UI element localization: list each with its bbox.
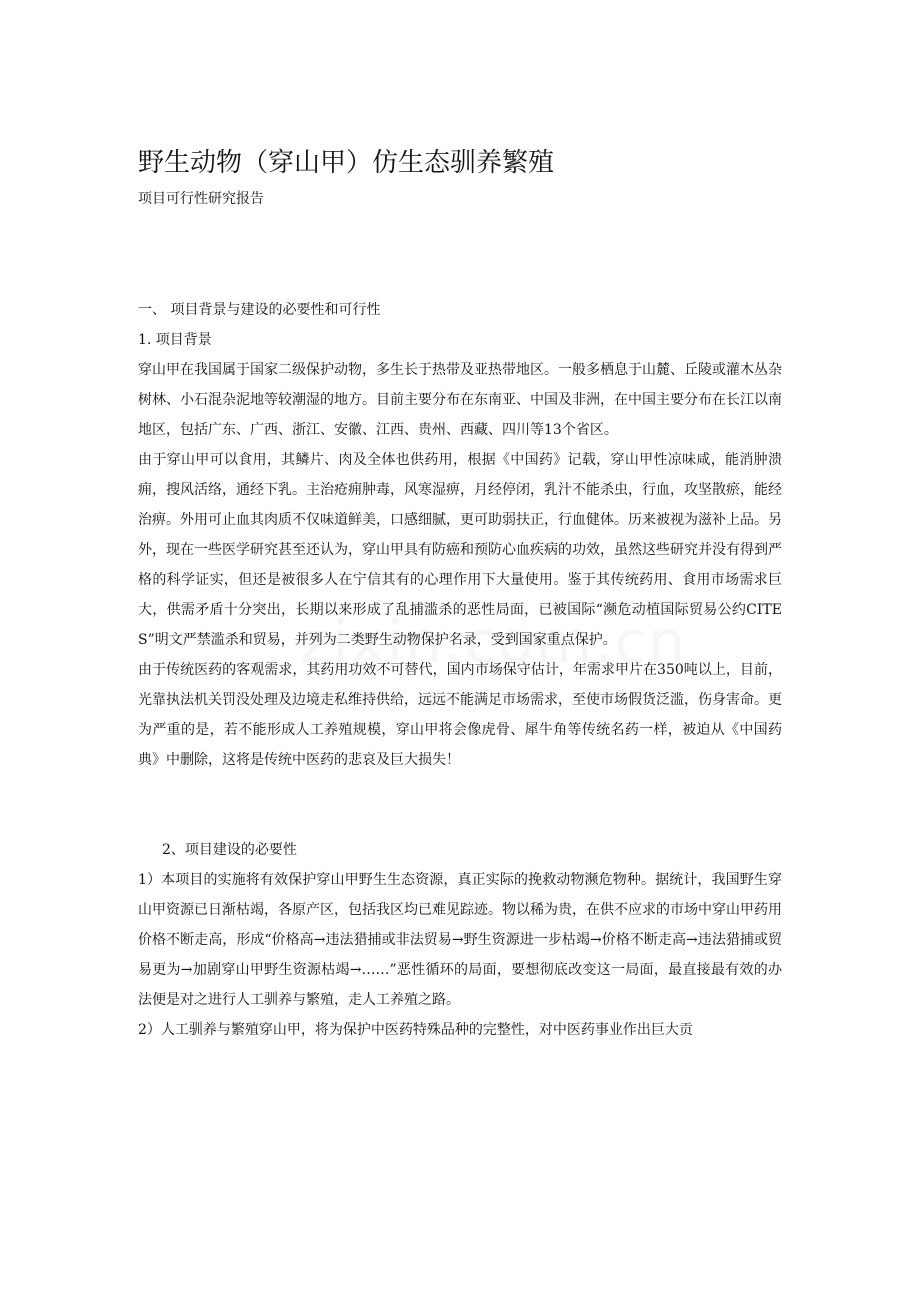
paragraph: 由于传统医药的客观需求，其药用功效不可替代，国内市场保守估计，年需求甲片在350吨以上，目前，光靠执法机关罚没处理及边境走私维持供给，远远不能满足市场需求，至使市场假货泛滥，伤身害命。更为严重的是，若不能形成人工养殖规模，穿山甲将会像虎骨、犀牛角等传统名药一样，被迫从《中国药典》中删除，这将是传统中医药的悲哀及巨大损失！ (138, 662, 782, 768)
document-title: 野生动物（穿山甲）仿生态驯养繁殖 (138, 148, 555, 178)
document-subtitle: 项目可行性研究报告 (138, 191, 264, 207)
document-body (138, 295, 782, 1045)
paragraph: 穿山甲在我国属于国家二级保护动物，多生长于热带及亚热带地区。一般多栖息于山麓、丘陵或灌木丛杂树林、小石混杂泥地等较潮湿的地方。目前主要分布在东南亚、中国及非洲，在中国主要分布在长江以南地区，包括广东、广西、浙江、安徽、江西、贵州、西藏、四川等13个省区。 (138, 362, 782, 438)
section-heading: 一、 项目背景与建设的必要性和可行性 (138, 302, 381, 318)
paragraph: 1）本项目的实施将有效保护穿山甲野生生态资源，真正实际的挽救动物濒危物种。据统计，我国野生穿山甲资源已日渐枯竭，各原产区，包括我区均已难见踪迹。物以稀为贵，在供不应求的市场中穿山甲药用价格不断走高，形成“价格高→违法猎捕或非法贸易→野生资源进一步枯竭→价格不断走高→违法猎捕或贸易更为→加剧穿山甲野生资源枯竭→……”恶性循环的局面，要想彻底改变这一局面，最直接最有效的办法便是对之进行人工驯养与繁殖，走人工养殖之路。 (138, 872, 782, 1008)
spacer (138, 775, 782, 835)
subsection-heading: 1. 项目背景 (138, 332, 212, 348)
paragraph: 2）人工驯养与繁殖穿山甲，将为保护中医药特殊品种的完整性，对中医药事业作出巨大贡 (138, 1022, 693, 1038)
subsection-heading: 2、项目建设的必要性 (162, 842, 297, 858)
paragraph: 由于穿山甲可以食用，其鳞片、肉及全体也供药用，根据《中国药》记载，穿山甲性凉味咸，能消肿溃痈，搜风活络，通经下乳。主治疮痈肿毒，风寒湿痹，月经停闭，乳汁不能杀虫，行血，攻坚散瘀，能经治痹。外用可止血其肉质不仅味道鲜美，口感细腻，更可助弱扶正，行血健体。历来被视为滋补上品。另外，现在一些医学研究甚至还认为，穿山甲具有防癌和预防心血疾病的功效，虽然这些研究并没有得到严格的科学证实，但还是被很多人在宁信其有的心理作用下大量使用。鉴于其传统药用、食用市场需求巨大，供需矛盾十分突出，长期以来形成了乱捕滥杀的恶性局面，已被国际“濒危动植国际贸易公约CITES”明文严禁滥杀和贸易，并列为二类野生动物保护名录，受到国家重点保护。 (138, 452, 782, 648)
